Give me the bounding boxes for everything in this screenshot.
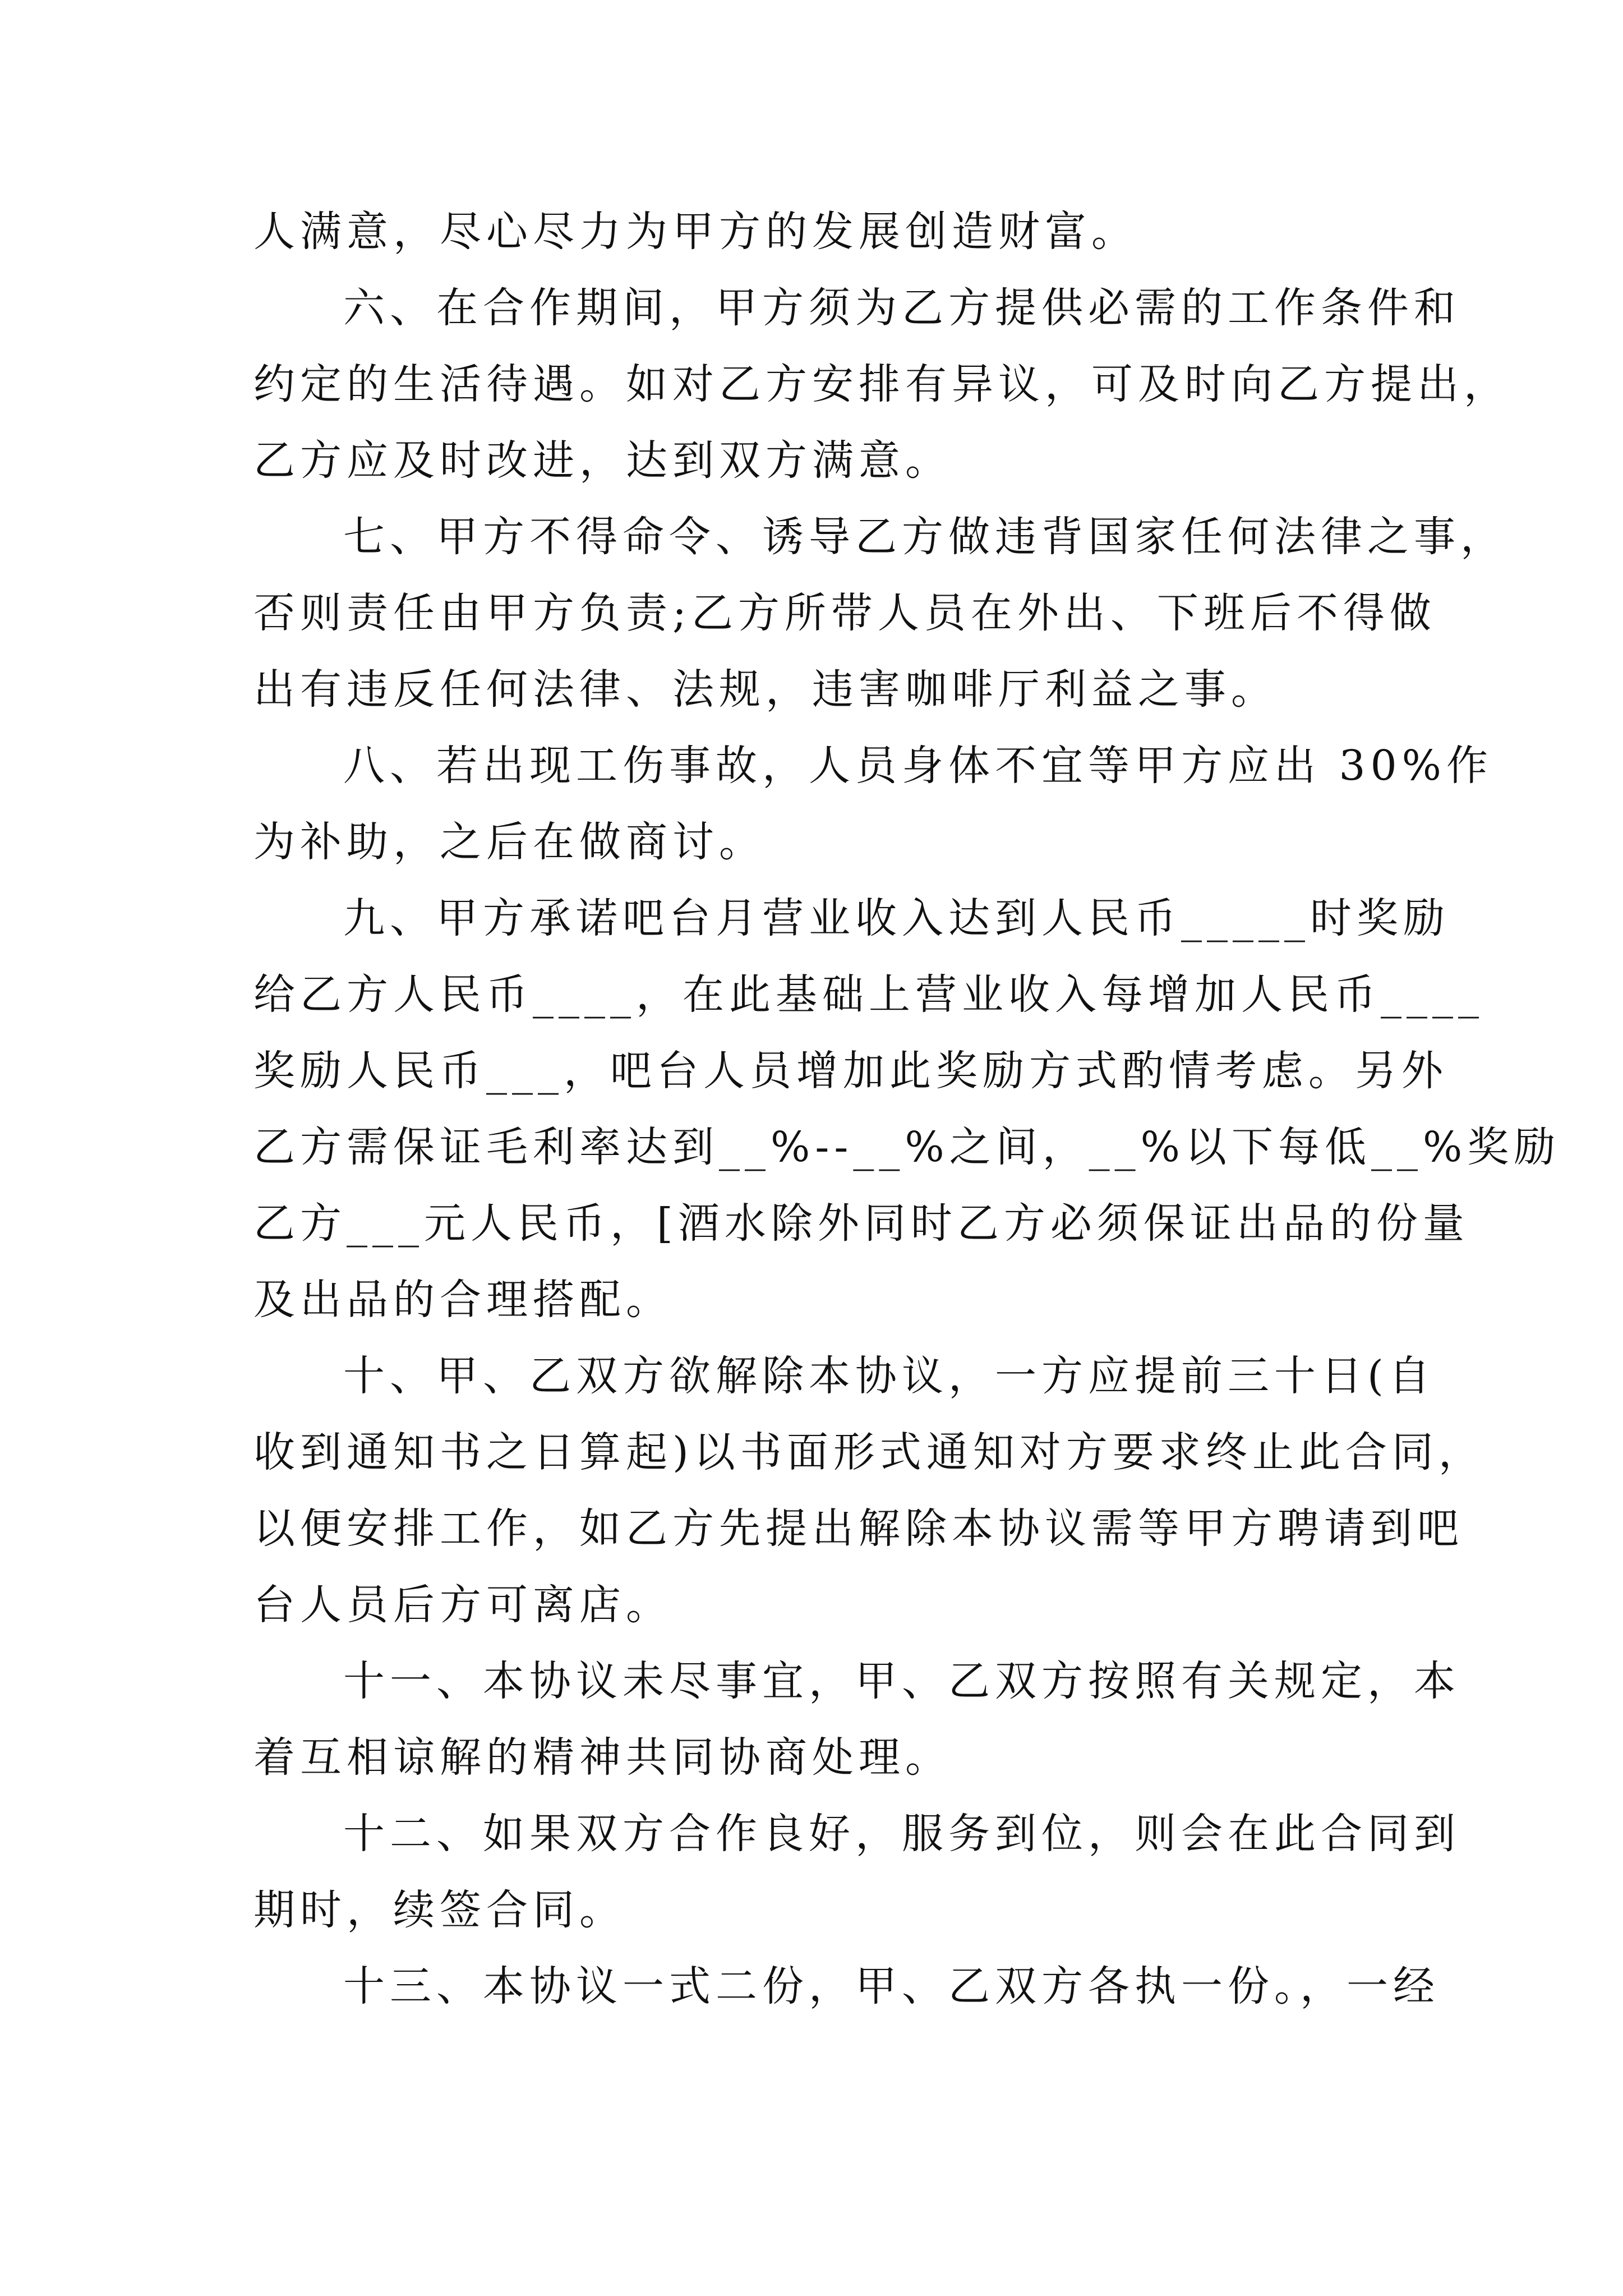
text-line: 奖励人民币___，吧台人员增加此奖励方式酌情考虑。另外 (253, 1047, 1448, 1095)
text-line: 乙方应及时改进，达到双方满意。 (253, 436, 952, 485)
text-line: 八、若出现工伤事故，人员身体不宜等甲方应出 30%作 (343, 742, 1493, 790)
text-line: 及出品的合理搭配。 (253, 1276, 672, 1324)
text-line: 约定的生活待遇。如对乙方安排有异议，可及时向乙方提出， (253, 360, 1510, 408)
text-line: 乙方需保证毛利率达到__%--__%之间，__%以下每低__%奖励 (253, 1123, 1561, 1171)
text-line: 台人员后方可离店。 (253, 1581, 672, 1629)
text-line: 否则责任由甲方负责;乙方所带人员在外出、下班后不得做 (253, 589, 1436, 637)
text-line: 十二、如果双方合作良好，服务到位，则会在此合同到 (343, 1810, 1460, 1858)
text-line: 十一、本协议未尽事宜，甲、乙双方按照有关规定，本 (343, 1657, 1460, 1705)
text-line: 收到通知书之日算起)以书面形式通知对方要求终止此合同， (253, 1428, 1485, 1476)
text-line: 着互相谅解的精神共同协商处理。 (253, 1733, 952, 1782)
text-line: 出有违反任何法律、法规，违害咖啡厅利益之事。 (253, 665, 1278, 714)
text-line: 给乙方人民币____，在此基础上营业收入每增加人民币____ (253, 970, 1484, 1019)
document-body (253, 194, 1561, 2024)
text-line: 为补助，之后在做商讨。 (253, 818, 766, 866)
text-line: 以便安排工作，如乙方先提出解除本协议需等甲方聘请到吧 (253, 1504, 1464, 1553)
text-line: 人满意，尽心尽力为甲方的发展创造财富。 (253, 208, 1138, 256)
text-line: 七、甲方不得命令、诱导乙方做违背国家任何法律之事， (343, 513, 1507, 561)
text-line: 九、甲方承诺吧台月营业收入达到人民币_____时奖励 (343, 894, 1450, 942)
text-line: 十、甲、乙双方欲解除本协议，一方应提前三十日(自 (343, 1352, 1435, 1400)
text-line: 期时，续签合同。 (253, 1886, 626, 1934)
text-line: 六、在合作期间，甲方须为乙方提供必需的工作条件和 (343, 284, 1460, 332)
text-line: 乙方___元人民币，[酒水除外同时乙方必须保证出品的份量 (253, 1199, 1469, 1248)
text-line: 十三、本协议一式二份，甲、乙双方各执一份。，一经 (343, 1962, 1440, 2010)
